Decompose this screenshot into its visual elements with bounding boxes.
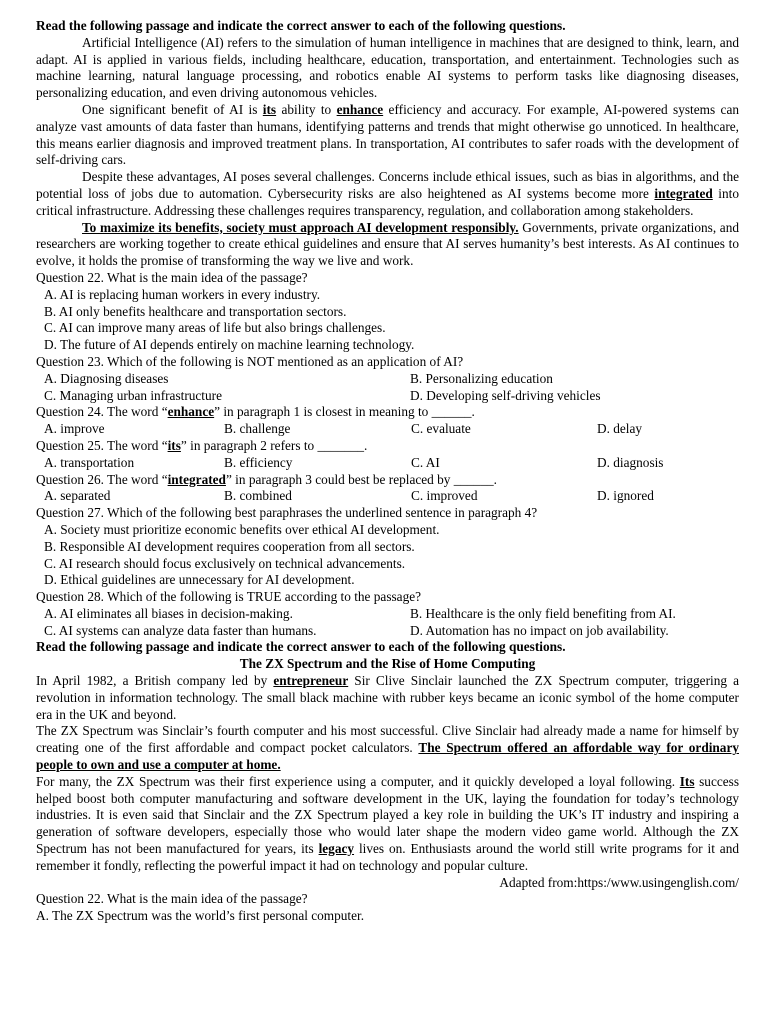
option-c: C. AI systems can analyze data faster than humans.: [44, 622, 317, 638]
keyword-its: its: [167, 437, 181, 453]
option-a: A. improve: [44, 421, 105, 437]
option-b: B. Responsible AI development requires cooperation from all sectors.: [44, 538, 415, 554]
option-b: B. Healthcare is the only field benefiting from AI.: [410, 605, 676, 621]
option-d: D. ignored: [597, 488, 654, 504]
keyword-legacy: legacy: [318, 841, 355, 857]
option-d: D. The future of AI depends entirely on machine learning technology.: [44, 337, 415, 353]
question-22-options: [44, 287, 739, 354]
ai-paragraph-2: [36, 102, 739, 169]
text-span: The ZX Spectrum was Sinclair’s fourth computer and his most successful. Clive Sinclair had already made a name for himself by creating one of the first affordable and compact pocket calculators.: [36, 723, 739, 756]
question-27-stem: Question 27. Which of the following best paraphrases the underlined sentence in paragraph 4?: [36, 505, 538, 521]
text-span: For many, the ZX Spectrum was their first experience using a computer, and it quickly developed a loyal following.: [36, 773, 680, 789]
option-c: C. AI: [411, 454, 440, 470]
question-24-stem: [36, 404, 739, 421]
document-page: [36, 18, 739, 925]
underlined-sentence: The Spectrum offered an affordable way for ordinary people to own and use a computer at home.: [36, 740, 739, 773]
option-a: A. Society must prioritize economic benefits over ethical AI development.: [44, 521, 440, 537]
zx-paragraph-2: [36, 723, 739, 773]
question-26-stem: [36, 472, 739, 489]
source-attribution: Adapted from:https:/www.usingenglish.com/: [499, 874, 739, 890]
text-span: Sir Clive Sinclair launched the ZX Spectrum computer, triggering a revolution in information technology. The small black machine with rubber keys became an iconic symbol of the home computer era in the UK and beyond.: [36, 673, 739, 722]
text-span: Governments, private organizations, and researchers are working together to create ethical guidelines and ensure that AI serves humanity’s best interests. As AI continues to evolve, it holds the promise of transforming the way we live and work.: [36, 219, 740, 269]
option-a: A. AI eliminates all biases in decision-making.: [44, 605, 293, 621]
keyword-its: Its: [679, 773, 695, 789]
option-a: A. Diagnosing diseases: [44, 370, 169, 386]
ai-paragraph-4: [36, 220, 739, 270]
question-24-options: [44, 421, 739, 438]
option-a: A. transportation: [44, 454, 135, 470]
option-d: D. Automation has no impact on job availability.: [410, 622, 669, 638]
option-b: B. Personalizing education: [410, 370, 553, 386]
option-d: D. diagnosis: [597, 454, 664, 470]
text-span: lives on. Enthusiasts around the world still write programs for it and remember it fondly, reflecting the powerful impact it had on technology and popular culture.: [36, 841, 739, 873]
text-span: One significant benefit of AI is: [82, 101, 263, 117]
instruction-1: Read the following passage and indicate the correct answer to each of the following questions.: [36, 18, 566, 33]
question-26-options: [44, 488, 739, 505]
text-span: Question 25. The word “: [36, 437, 168, 453]
keyword-its: its: [262, 101, 277, 117]
text-span: ” in paragraph 2 refers to _______.: [180, 437, 368, 453]
option-a: A. The ZX Spectrum was the world’s first personal computer.: [36, 908, 365, 924]
question-25-stem: [36, 438, 739, 455]
zx-paragraph-1: [36, 673, 739, 723]
option-c: C. improved: [411, 488, 478, 504]
text-span: success helped boost both computer manufacturing and software development in the UK, laying the foundation for today’s technology industries. It is even said that Sinclair and the ZX Spectrum played a key role in building the UK’s IT industry and inspiring a generation of software developers, especially those who would later shape the modern video game world. Although the ZX Spectrum has not been manufactured for years, its: [36, 773, 740, 857]
option-d: D. Ethical guidelines are unnecessary for AI development.: [44, 572, 355, 588]
question-28-options: [44, 606, 739, 640]
option-b: B. challenge: [224, 421, 291, 437]
question-23-stem: Question 23. Which of the following is NOT mentioned as an application of AI?: [36, 353, 464, 369]
option-c: C. AI research should focus exclusively on technical advancements.: [44, 555, 406, 571]
text-span: efficiency and accuracy. For example, AI-powered systems can analyze vast amounts of data faster than humans, identifying patterns and trends that might otherwise go unnoticed. In healthcare, this means earlier diagnosis and improved treatment plans. In transportation, AI contributes to safer roads with the development of self-driving cars.: [36, 101, 739, 168]
question-25-options: [44, 455, 739, 472]
text-span: Question 24. The word “: [36, 404, 168, 420]
option-c: C. Managing urban infrastructure: [44, 387, 222, 403]
option-d: D. delay: [597, 421, 643, 437]
option-b: B. AI only benefits healthcare and transportation sectors.: [44, 303, 347, 319]
text-span: ” in paragraph 1 is closest in meaning to ______.: [214, 404, 475, 420]
keyword-integrated: integrated: [167, 471, 226, 487]
ai-paragraph-3: [36, 169, 739, 219]
text-span: Despite these advantages, AI poses several challenges. Concerns include ethical issues, such as bias in algorithms, and the potential loss of jobs due to automation. Cybersecurity risks are also heightened as AI systems become more: [36, 169, 739, 201]
text-span: into critical infrastructure. Addressing these challenges requires transparency, regulation, and collaboration among stakeholders.: [36, 185, 739, 218]
keyword-entrepreneur: entrepreneur: [273, 673, 349, 689]
question-28-stem: Question 28. Which of the following is TRUE according to the passage?: [36, 589, 422, 605]
question-23-options: [44, 371, 739, 405]
question-22-stem-2: Question 22. What is the main idea of the passage?: [36, 891, 308, 907]
option-c: C. AI can improve many areas of life but also brings challenges.: [44, 320, 386, 336]
question-22-stem: Question 22. What is the main idea of the passage?: [36, 269, 308, 285]
question-27-options: [44, 522, 739, 589]
option-d: D. Developing self-driving vehicles: [410, 387, 601, 403]
keyword-enhance: enhance: [336, 101, 384, 117]
ai-paragraph-1: Artificial Intelligence (AI) refers to the simulation of human intelligence in machines that are designed to think, learn, and adapt. AI is applied in various fields, including healthcare, education, transportation, and entertainment. Technologies such as machine learning, natural language processing, and robotics enable AI systems to perform tasks like diagnosing diseases, personalizing education, and even driving autonomous vehicles.: [36, 34, 739, 101]
text-span: ” in paragraph 3 could best be replaced by ______.: [225, 471, 497, 487]
text-span: Question 26. The word “: [36, 471, 168, 487]
option-c: C. evaluate: [411, 421, 471, 437]
option-a: A. AI is replacing human workers in every industry.: [44, 286, 321, 302]
text-span: ability to: [276, 101, 337, 117]
underlined-sentence: To maximize its benefits, society must approach AI development responsibly.: [82, 219, 519, 235]
option-a: A. separated: [44, 488, 111, 504]
text-span: In April 1982, a British company led by: [36, 673, 274, 689]
option-b: B. efficiency: [224, 454, 293, 470]
keyword-enhance: enhance: [167, 404, 215, 420]
instruction-2: Read the following passage and indicate the correct answer to each of the following questions.: [36, 639, 566, 655]
option-b: B. combined: [224, 488, 292, 504]
zx-paragraph-3: [36, 774, 739, 875]
keyword-integrated: integrated: [654, 185, 713, 201]
passage-title: The ZX Spectrum and the Rise of Home Computing: [239, 656, 536, 672]
